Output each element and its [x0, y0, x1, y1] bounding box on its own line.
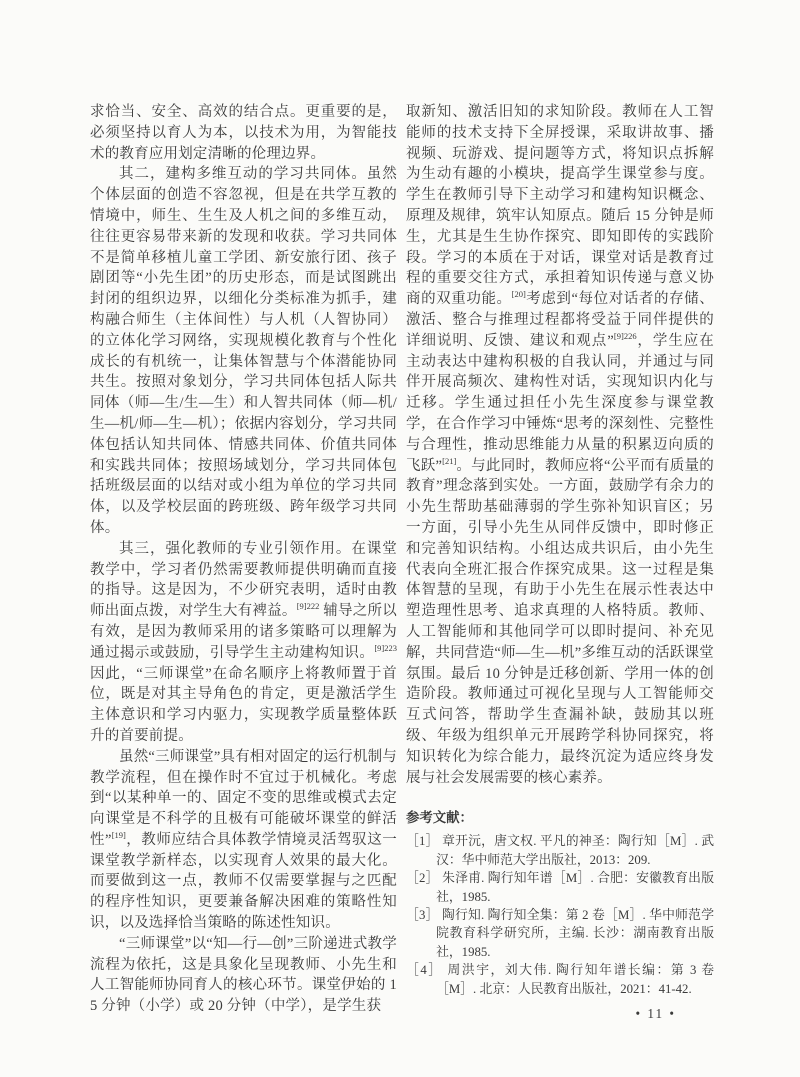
- reference-item: ［2］ 朱泽甫. 陶行知年谱［M］. 合肥：安徽教育出版社，1985.: [406, 871, 714, 904]
- right-column: [406, 102, 714, 1022]
- left-column: [90, 102, 397, 1017]
- right-column-body: [406, 102, 714, 788]
- citation-superscript: [20]: [511, 289, 526, 300]
- citation-superscript: [19]: [111, 830, 126, 841]
- reference-label: ［1］: [406, 834, 439, 849]
- reference-item: ［4］ 周洪宇，刘大伟. 陶行知年谱长编：第 3 卷［M］. 北京：人民教育出版社，2021：41-42.: [406, 963, 714, 996]
- references-list: [406, 832, 714, 998]
- citation-superscript: [9]226: [613, 330, 637, 341]
- reference-label: ［2］: [406, 871, 439, 886]
- body-paragraph: “三师课堂”以“知—行—创”三阶递进式教学流程为依托，这是具象化呈现教师、小先生和人工智能师协同育人的核心环节。课堂伊始的 15 分钟（小学）或 20 分钟（中学），是学生获: [90, 935, 397, 1015]
- body-paragraph: 其二，建构多维互动的学习共同体。虽然个体层面的创造不容忽视，但是在共学互教的情境中，师生、生生及人机之间的多维互动，往往更容易带来新的发现和收获。学习共同体不是简单移植儿童工学团、新安旅行团、孩子剧团等“小先生团”的历史形态，而是试图跳出封闭的组织边界，以细化分类标准为抓手，建构融合师生（主体间性）与人机（人智协同）的立体化学习网络，实现规模化教育与个性化成长的有机统一，让集体智慧与个体潜能协同共生。按照对象划分，学习共同体包括人际共同体（师—生/生—生）和人智共同体（师—机/生—机/师—生—机）；依据内容划分，学习共同体包括认知共同体、情感共同体、价值共同体和实践共同体；按照场域划分，学习共同体包括班级层面的以结对或小组为单位的学习共同体，以及学校层面的跨班级、跨年级学习共同体。: [90, 166, 397, 536]
- citation-superscript: [9]223: [374, 642, 397, 653]
- reference-label: ［4］: [406, 963, 443, 978]
- body-paragraph: 求恰当、安全、高效的结合点。更重要的是，必须坚持以育人为本，以技术为用，为智能技术的教育应用划定清晰的伦理边界。: [90, 104, 397, 162]
- body-paragraph: 取新知、激活旧知的求知阶段。教师在人工智能师的技术支持下全屏授课，采取讲故事、播视频、玩游戏、提问题等方式，将知识点拆解为生动有趣的小模块，提高学生课堂参与度。学生在教师引导下主动学习和建构知识概念、原理及规律，筑牢认知原点。随后 15 分钟是师生，尤其是生生协作探究、即知即传的实践阶段。学习的本质在于对话，课堂对话是教育过程的重要交往方式，承担着知识传递与意义协商的双重功能。[20]考虑到“每位对话者的存储、激活、整合与推理过程都将受益于同伴提供的详细说明、反馈、建议和观点”$^{[9]226}$，学生应在主动表达中建构积极的自我认同，并通过与同伴开展高频次、建构性对话，实现知识内化与迁移。学生通过担任小先生深度参与课堂教学，在合作学习中锤炼“思考的深刻性、完整性与合理性，推动思维能力从量的积累迈向质的飞跃”[21]。与此同时，教师应将“公平而有质量的教育”理念落到实处。一方面，鼓励学有余力的小先生帮助基础薄弱的学生弥补知识盲区；另一方面，引导小先生从同伴反馈中，即时修正和完善知识结构。小组达成共识后，由小先生代表向全班汇报合作探究成果。这一过程是集体智慧的呈现，有助于小先生在展示性表达中塑造理性思考、追求真理的人格特质。教师、人工智能师和其他同学可以即时提问、补充见解，共同营造“师—生—机”多维互动的活跃课堂氛围。最后 10 分钟是迁移创新、学用一体的创造阶段。教师通过可视化呈现与人工智能师交互式问答，帮助学生查漏补缺，鼓励其以班级、年级为组织单元开展跨学科协同探究，将知识转化为综合能力，最终沉淀为适应终身发展与社会发展需要的核心素养。: [406, 104, 714, 786]
- reference-item: ［3］ 陶行知. 陶行知全集：第 2 卷［M］. 华中师范学院教育科学研究所，主编. 长沙：湖南教育出版社，1985.: [406, 907, 714, 959]
- body-paragraph: 其三，强化教师的专业引领作用。在课堂教学中，学习者仍然需要教师提供明确而直接的指导。这是因为，不少研究表明，适时由教师出面点拨，对学生大有裨益。$^{[9]222}$ 辅导之所以有效，是因为教师采用的诸多策略可以理解为通过揭示或鼓励，引导学生主动建构知识。$^{[9]223}$因此，“三师课堂”在命名顺序上将教师置于首位，既是对其主导角色的肯定，更是激活学生主体意识和学习内驱力，实现教学质量整体跃升的首要前提。: [90, 540, 397, 744]
- citation-superscript: [9]222: [296, 601, 320, 612]
- references-heading: 参考文献：: [406, 810, 473, 826]
- body-paragraph: 虽然“三师课堂”具有相对固定的运行机制与教学流程，但在操作时不宜过于机械化。考虑到“以某种单一的、固定不变的思维或模式去定向课堂是不科学的且极有可能破坏课堂的鲜活性”[19]，教师应结合具体教学情境灵活驾驭这一课堂教学新样态，以实现育人效果的最大化。而要做到这一点，教师不仅需要掌握与之匹配的程序性知识，更要兼备解决困难的策略性知识，以及选择恰当策略的陈述性知识。: [90, 748, 397, 932]
- reference-item: ［1］ 章开沅，唐文权. 平凡的神圣：陶行知［M］. 武汉：华中师范大学出版社，2013：209.: [406, 834, 714, 867]
- reference-label: ［3］: [406, 907, 439, 922]
- citation-superscript: [21]: [442, 455, 457, 466]
- page-number: • 11 •: [635, 1005, 676, 1021]
